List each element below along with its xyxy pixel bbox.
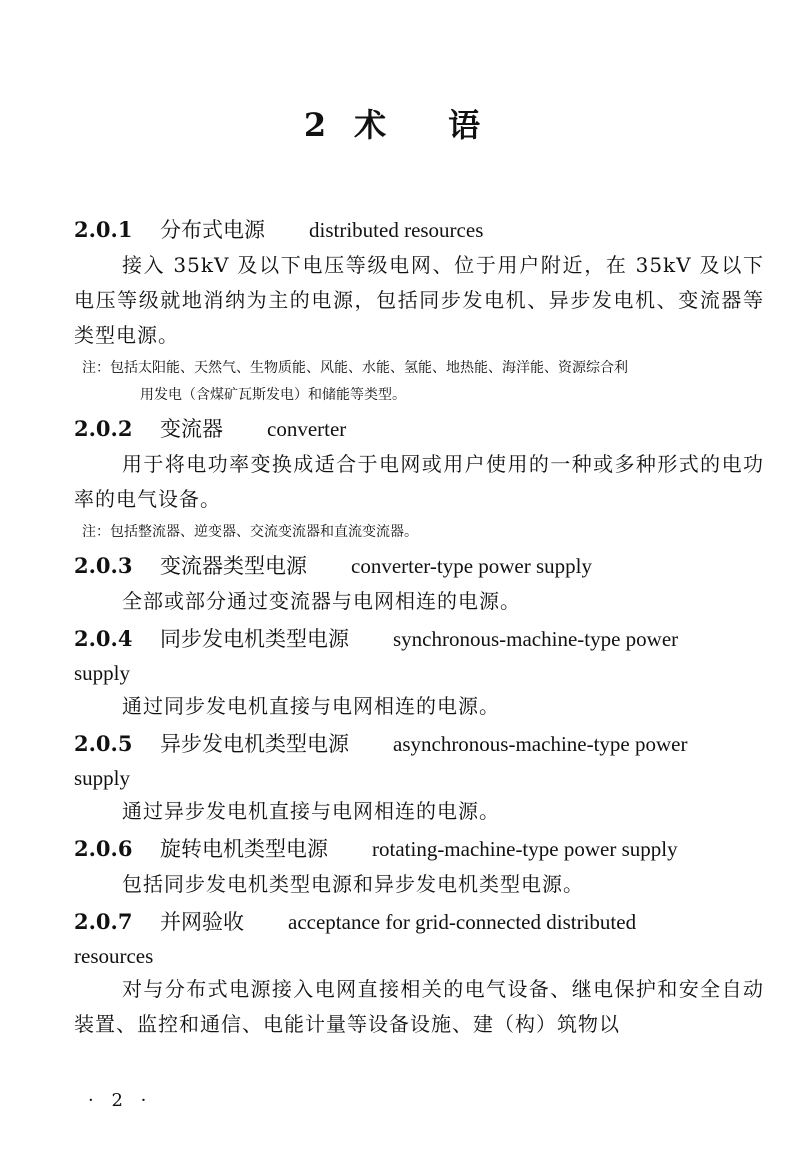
terms-list [74, 210, 764, 1042]
chapter-title [0, 100, 790, 146]
term-english: rotating-machine-type power supply [372, 837, 678, 861]
term-number: 2.0.7 [74, 909, 133, 934]
term-number: 2.0.4 [74, 626, 133, 651]
term-english: acceptance for grid-connected distributed [288, 910, 637, 934]
page-number: · 2 · [88, 1090, 153, 1111]
term-english: synchronous-machine-type power [393, 627, 679, 651]
term-definition: 用于将电功率变换成适合于电网或用户使用的一种或多种形式的电功率的电气设备。 [74, 452, 764, 511]
term-chinese: 旋转电机类型电源 [160, 837, 328, 861]
term-number: 2.0.3 [74, 553, 133, 578]
term-heading [74, 621, 764, 657]
term-2-0-6 [74, 831, 764, 902]
term-2-0-2 [74, 411, 764, 546]
term-definition: 对与分布式电源接入电网直接相关的电气设备、继电保护和安全自动装置、监控和通信、电能计量等设备设施、建（构）筑物以 [74, 977, 764, 1036]
term-english: converter [267, 417, 347, 441]
term-2-0-7 [74, 904, 764, 1042]
term-definition: 通过异步发电机直接与电网相连的电源。 [122, 799, 500, 823]
term-number: 2.0.1 [74, 217, 133, 242]
term-chinese: 分布式电源 [160, 218, 265, 242]
term-2-0-3 [74, 548, 764, 619]
chapter-title-char-2: 语 [448, 106, 487, 144]
term-heading [74, 411, 764, 447]
term-note-line-1: 注：包括整流器、逆变器、交流变流器和直流变流器。 [82, 524, 418, 540]
term-english: converter-type power supply [351, 554, 592, 578]
term-heading [74, 548, 764, 584]
term-note [74, 355, 764, 409]
term-chinese: 同步发电机类型电源 [160, 627, 349, 651]
term-english-continued: resources [74, 944, 154, 968]
term-english: asynchronous-machine-type power [393, 732, 688, 756]
term-definition: 全部或部分通过变流器与电网相连的电源。 [122, 589, 521, 613]
term-heading [74, 212, 764, 248]
term-number: 2.0.5 [74, 731, 133, 756]
term-english-continued: supply [74, 766, 131, 790]
term-english-continued: supply [74, 661, 131, 685]
term-2-0-4 [74, 621, 764, 724]
term-definition: 通过同步发电机直接与电网相连的电源。 [122, 694, 500, 718]
term-2-0-1 [74, 212, 764, 409]
term-note-line-1: 注：包括太阳能、天然气、生物质能、风能、水能、氢能、地热能、海洋能、资源综合利 [82, 360, 628, 376]
term-2-0-5 [74, 726, 764, 829]
term-definition: 包括同步发电机类型电源和异步发电机类型电源。 [122, 872, 584, 896]
term-heading [74, 726, 764, 762]
term-note [74, 519, 764, 546]
term-chinese: 异步发电机类型电源 [160, 732, 349, 756]
term-definition: 接入 35kV 及以下电压等级电网、位于用户附近，在 35kV 及以下电压等级就地消纳为主的电源，包括同步发电机、异步发电机、变流器等类型电源。 [74, 253, 764, 347]
term-english: distributed resources [309, 218, 484, 242]
term-chinese: 并网验收 [160, 910, 244, 934]
term-chinese: 变流器类型电源 [160, 554, 307, 578]
term-heading [74, 831, 764, 867]
term-number: 2.0.6 [74, 836, 133, 861]
term-heading [74, 904, 764, 940]
term-note-line-2: 用发电（含煤矿瓦斯发电）和储能等类型。 [140, 387, 406, 403]
term-number: 2.0.2 [74, 416, 133, 441]
chapter-title-char-1: 术 [354, 106, 393, 144]
chapter-number: 2 [303, 106, 333, 144]
term-chinese: 变流器 [160, 417, 223, 441]
